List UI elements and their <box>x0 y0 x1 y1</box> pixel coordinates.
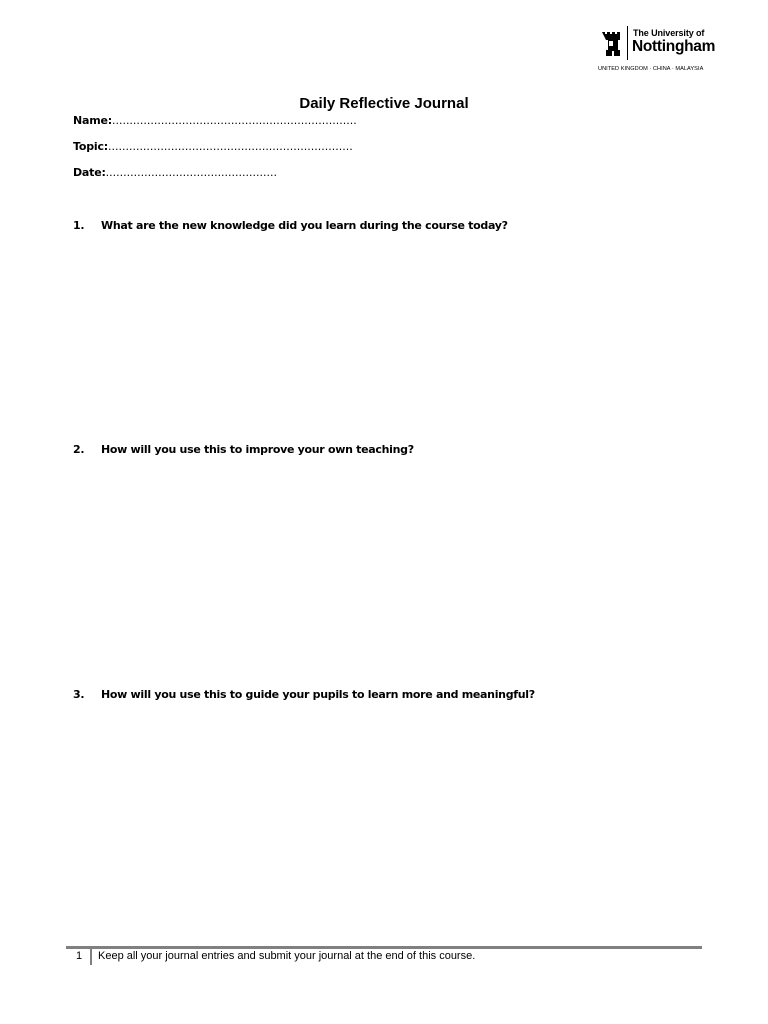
question-number: 3. <box>73 688 85 701</box>
name-label: Name: <box>73 114 112 127</box>
date-label: Date: <box>73 166 106 179</box>
university-logo <box>596 26 736 74</box>
date-dots: ................................................. <box>105 166 278 179</box>
question-text: How will you use this to guide your pupils to learn more and meaningful? <box>101 688 535 701</box>
name-field[interactable] <box>73 114 357 127</box>
castle-crest-icon <box>600 28 622 58</box>
topic-label: Topic: <box>73 140 108 153</box>
question-text: How will you use this to improve your own teaching? <box>101 443 414 456</box>
logo-tagline: UNITED KINGDOM · CHINA · MALAYSIA <box>598 66 704 72</box>
footer-divider <box>90 949 92 965</box>
footer-note: Keep all your journal entries and submit your journal at the end of this course. <box>98 950 476 962</box>
topic-field[interactable] <box>73 140 353 153</box>
page-title: Daily Reflective Journal <box>299 95 469 112</box>
topic-dots: ...................................................................... <box>107 140 353 153</box>
date-field[interactable] <box>73 166 277 179</box>
question-1 <box>73 219 508 232</box>
logo-nottingham: Nottingham <box>632 38 716 55</box>
question-number: 1. <box>73 219 85 232</box>
question-2 <box>73 443 414 456</box>
question-text: What are the new knowledge did you learn during the course today? <box>101 219 508 232</box>
question-3 <box>73 688 535 701</box>
question-number: 2. <box>73 443 85 456</box>
logo-university-of: The University of <box>633 28 705 38</box>
name-dots: ...................................................................... <box>111 114 357 127</box>
logo-divider <box>627 26 628 60</box>
page-number: 1 <box>76 950 83 962</box>
footer-rule <box>66 946 702 949</box>
